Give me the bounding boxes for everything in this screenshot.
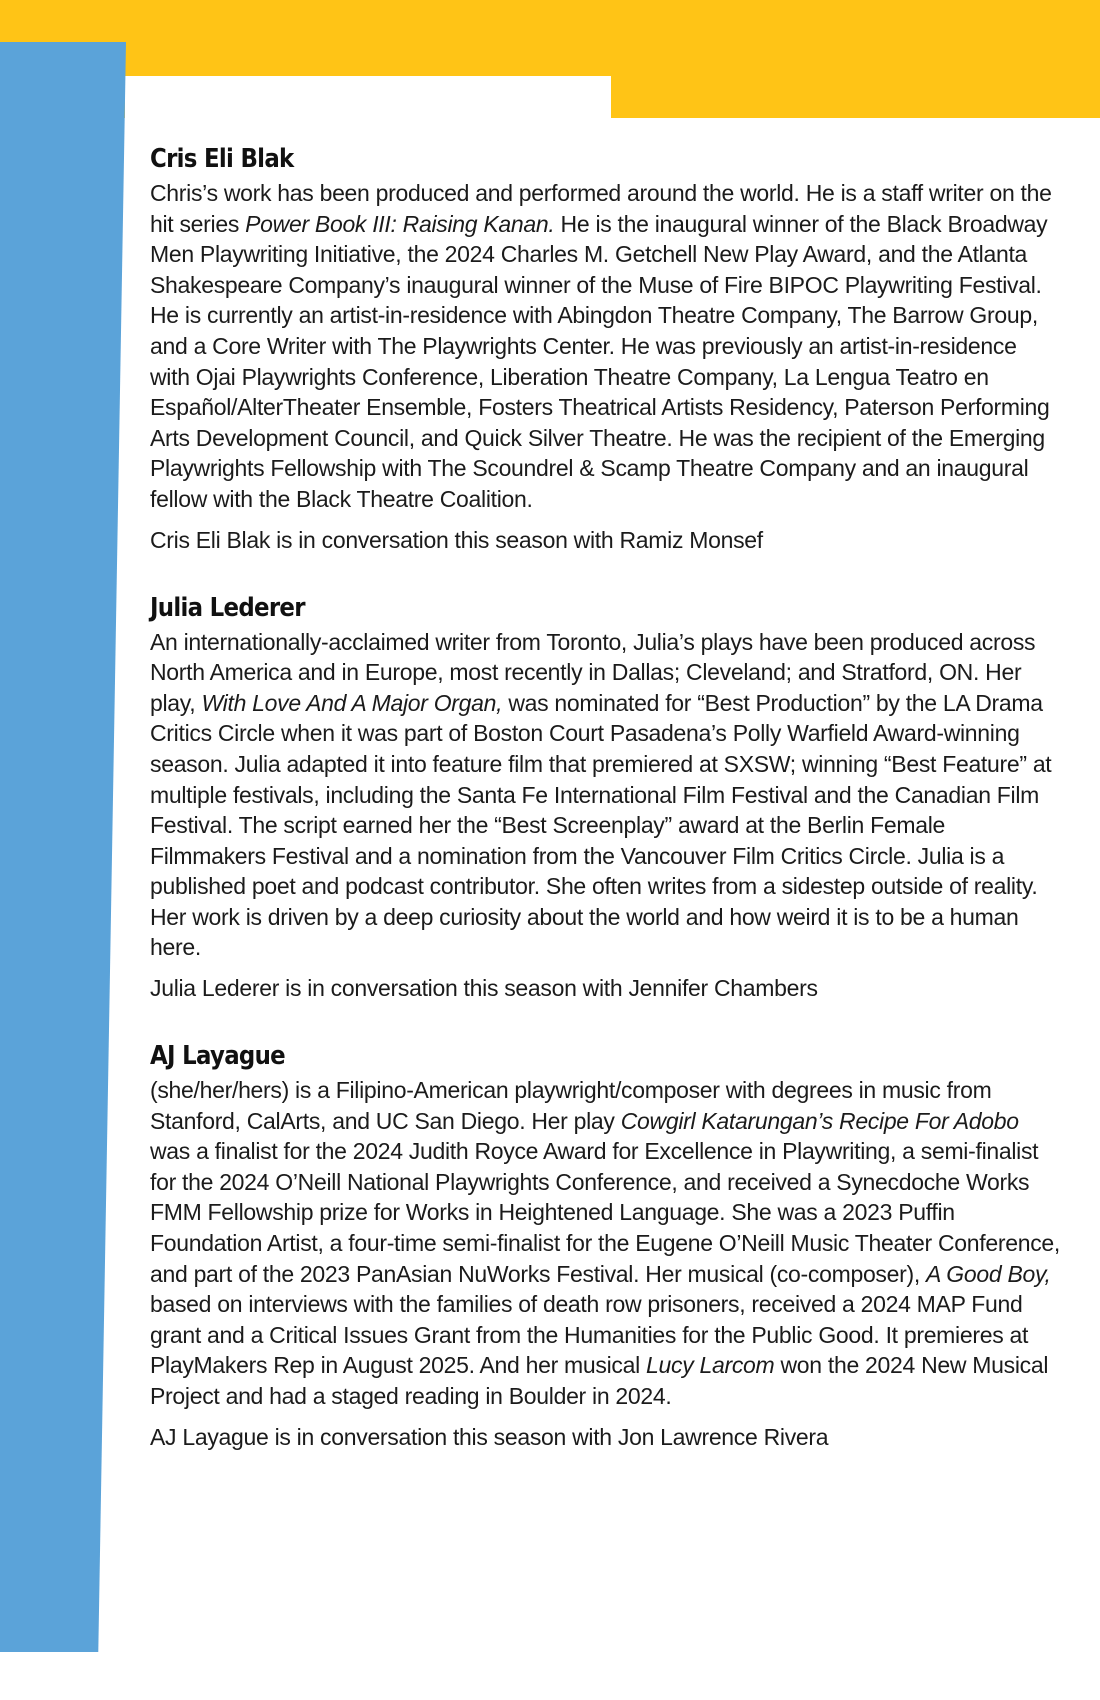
bio-text: (she/her/hers) is a Filipino-American playwright/composer with degrees in music from Stanford, CalArts, and UC San Diego. Her play Cowgirl Katarungan’s Recipe For Adobo was a finalist for the 2024 Judith Royce Award for Excellence in Playwriting, a semi-finalist for the 2024 O’Neill National Playwrights Conference, and received a Synecdoche Works FMM Fellowship prize for Works in Heightened Language. She was a 2023 Puffin Foundation Artist, a four-time semi-finalist for the Eugene O’Neill Music Theater Conference, and part of the 2023 PanAsian NuWorks Festival. Her musical (co-composer), A Good Boy, based on interviews with the families of death row prisoners, received a 2024 MAP Fund grant and a Critical Issues Grant from the Humanities for the Public Good. It premieres at PlayMakers Rep in August 2025. And her musical Lucy Larcom won the 2024 New Musical Project and had a staged reading in Boulder in 2024.	[150, 1077, 1060, 1409]
bio-name: AJ Layague	[150, 1041, 286, 1072]
musical-title: A Good Boy,	[926, 1260, 1051, 1287]
bio-name: Julia Lederer	[150, 592, 305, 623]
conversation-note: Cris Eli Blak is in conversation this season with Ramiz Monsef	[150, 526, 763, 553]
bio-list	[150, 142, 1060, 1488]
bio-text: An internationally-acclaimed writer from Toronto, Julia’s plays have been produced across North America and in Europe, most recently in Dallas; Cleveland; and Stratford, ON. Her play, With Love And A Major Organ, was nominated for “Best Production” by the LA Drama Critics Circle when it was part of Boston Court Pasadena’s Polly Warfield Award-winning season. Julia adapted it into feature film that premiered at SXSW; winning “Best Feature” at multiple festivals, including the Santa Fe International Film Festival and the Canadian Film Festival. The script earned her the “Best Screenplay” award at the Berlin Female Filmmakers Festival and a nomination from the Vancouver Film Critics Circle. Julia is a published poet and podcast contributor. She often writes from a sidestep outside of reality. Her work is driven by a deep curiosity about the world and how weird it is to be a human here.	[150, 628, 1052, 961]
bio-julia-lederer	[150, 591, 1060, 1004]
bio-cris-eli-blak	[150, 142, 1060, 555]
bio-text: Chris’s work has been produced and performed around the world. He is a staff writer on the hit series Power Book III: Raising Kanan. He is the inaugural winner of the Black Broadway Men Playwriting Initiative, the 2024 Charles M. Getchell New Play Award, and the Atlanta Shakespeare Company’s inaugural winner of the Muse of Fire BIPOC Playwriting Festival. He is currently an artist-in-residence with Abingdon Theatre Company, The Barrow Group, and a Core Writer with The Playwrights Center. He was previously an artist-in-residence with Ojai Playwrights Conference, Liberation Theatre Company, La Lengua Teatro en Español/AlterTheater Ensemble, Fosters Theatrical Artists Residency, Paterson Performing Arts Development Council, and Quick Silver Theatre. He was the recipient of the Emerging Playwrights Fellowship with The Scoundrel & Scamp Theatre Company and an inaugural fellow with the Black Theatre Coalition.	[150, 180, 1052, 512]
musical-title: Lucy Larcom	[646, 1352, 775, 1379]
conversation-note: AJ Layague is in conversation this season with Jon Lawrence Rivera	[150, 1423, 829, 1450]
bio-name: Cris Eli Blak	[150, 144, 294, 174]
blue-side-bar	[0, 42, 126, 1652]
play-title: With Love And A Major Organ,	[201, 689, 503, 716]
show-title: Power Book III: Raising Kanan.	[245, 210, 555, 237]
conversation-note: Julia Lederer is in conversation this season with Jennifer Chambers	[150, 975, 818, 1002]
bio-aj-layague	[150, 1039, 1060, 1452]
play-title: Cowgirl Katarungan’s Recipe For Adobo	[620, 1107, 1019, 1134]
